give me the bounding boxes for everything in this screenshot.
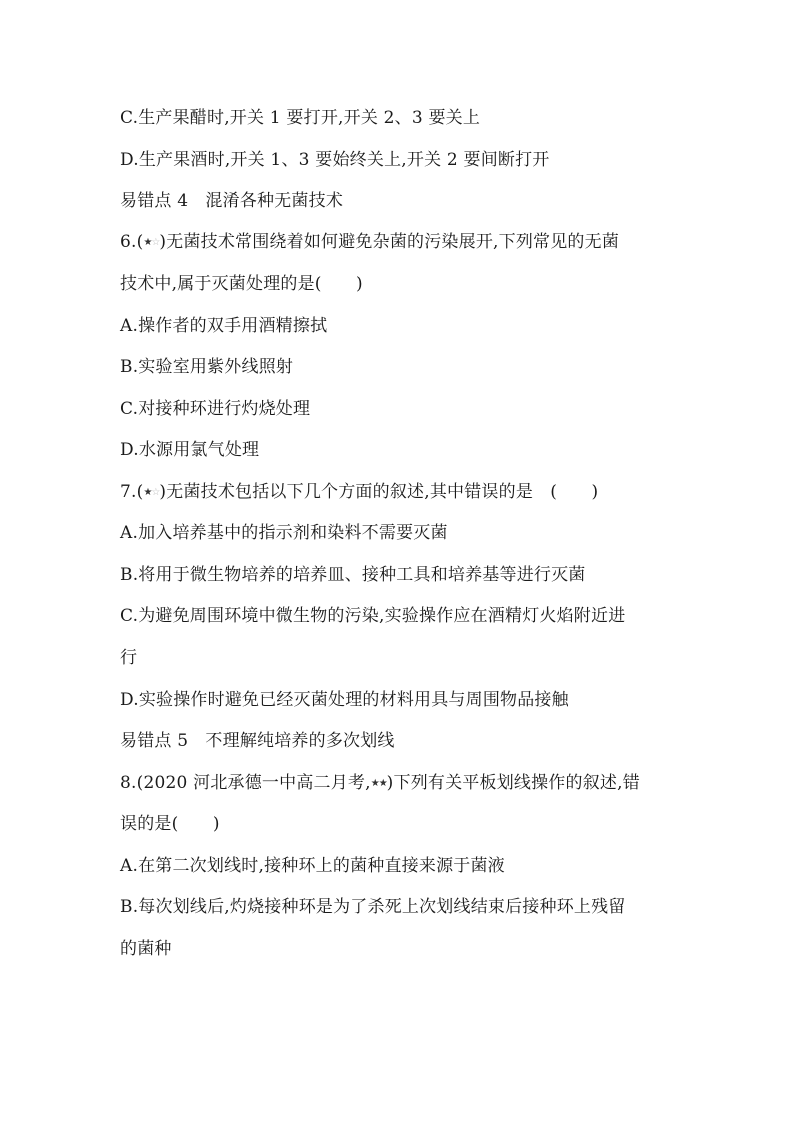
option-8b-cont-text: 的菌种: [120, 939, 172, 959]
section-heading-4-text: 易错点 4 混淆各种无菌技术: [120, 191, 344, 211]
question-6-stem-text: )无菌技术常围绕着如何避免杂菌的污染展开,下列常见的无菌: [159, 232, 620, 252]
question-8-stem: [120, 771, 680, 796]
question-6-stem-cont-text: 技术中,属于灭菌处理的是( ): [120, 274, 363, 294]
option-6d-text: D.水源用氯气处理: [120, 440, 260, 460]
option-5c-text: C.生产果醋时,开关 1 要打开,开关 2、3 要关上: [120, 108, 481, 128]
option-6c: [120, 397, 680, 421]
difficulty-stars-icon: ★☆: [143, 237, 160, 248]
option-6b: [120, 355, 680, 379]
section-heading-5-text: 易错点 5 不理解纯培养的多次划线: [120, 731, 395, 751]
option-6b-text: B.实验室用紫外线照射: [120, 357, 294, 377]
question-6-stem-cont: [120, 272, 680, 296]
option-7d-text: D.实验操作时避免已经灭菌处理的材料用具与周围物品接触: [120, 690, 569, 710]
section-heading-5: [120, 729, 680, 753]
option-5d: [120, 148, 680, 172]
option-7a: [120, 521, 680, 545]
question-8-number: 8.(2020 河北承德一中高二月考,: [120, 773, 371, 793]
option-8a-text: A.在第二次划线时,接种环上的菌种直接来源于菌液: [120, 856, 505, 876]
question-7-number: 7.(: [120, 482, 144, 502]
question-8-stem-cont: [120, 812, 680, 836]
option-5c: [120, 106, 680, 130]
difficulty-stars-icon: ★★: [370, 778, 387, 789]
option-7c-cont: [120, 646, 680, 670]
option-7b-text: B.将用于微生物培养的培养皿、接种工具和培养基等进行灭菌: [120, 565, 586, 585]
option-6a: [120, 314, 680, 338]
question-8-stem-text: )下列有关平板划线操作的叙述,错: [386, 773, 640, 793]
question-7-stem-text: )无菌技术包括以下几个方面的叙述,其中错误的是 ( ): [159, 482, 599, 502]
option-8a: [120, 854, 680, 878]
option-6c-text: C.对接种环进行灼烧处理: [120, 399, 311, 419]
option-5d-text: D.生产果酒时,开关 1、3 要始终关上,开关 2 要间断打开: [120, 150, 550, 170]
option-7a-text: A.加入培养基中的指示剂和染料不需要灭菌: [120, 523, 448, 543]
question-6-stem: [120, 230, 680, 255]
option-6a-text: A.操作者的双手用酒精擦拭: [120, 316, 328, 336]
section-heading-4: [120, 189, 680, 213]
question-6-number: 6.(: [120, 232, 144, 252]
option-6d: [120, 438, 680, 462]
question-7-stem: [120, 480, 680, 505]
question-8-stem-cont-text: 误的是( ): [120, 814, 220, 834]
option-7c-text: C.为避免周围环境中微生物的污染,实验操作应在酒精灯火焰附近进: [120, 606, 626, 626]
option-7c-cont-text: 行: [120, 648, 138, 668]
option-8b-text: B.每次划线后,灼烧接种环是为了杀死上次划线结束后接种环上残留: [120, 897, 626, 917]
option-8b-cont: [120, 937, 680, 961]
difficulty-stars-icon: ★☆: [143, 487, 160, 498]
option-7c: [120, 604, 680, 628]
option-8b: [120, 895, 680, 919]
option-7b: [120, 563, 680, 587]
option-7d: [120, 688, 680, 712]
